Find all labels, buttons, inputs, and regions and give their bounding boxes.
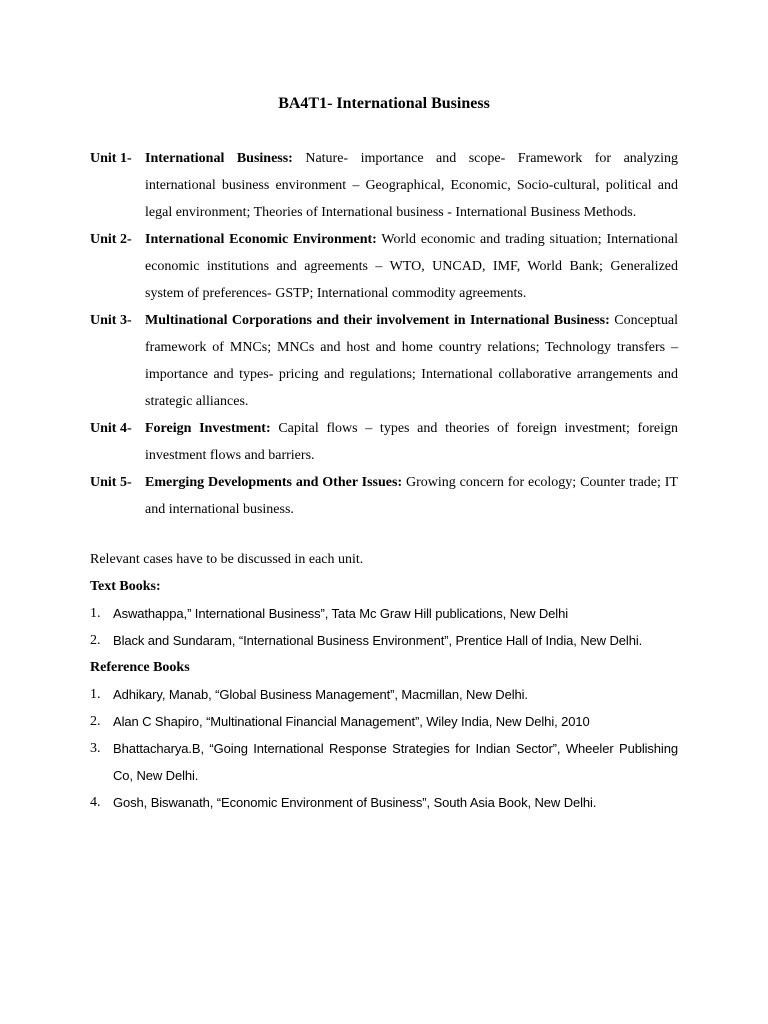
cases-note: Relevant cases have to be discussed in each unit. <box>90 552 364 567</box>
unit-text: Growing concern for ecology; Counter trade; IT and international business. <box>145 475 678 517</box>
unit-heading: Multinational Corporations and their involvement in International Business: <box>145 313 610 328</box>
text-books-list <box>90 600 678 654</box>
unit-2 <box>90 226 678 307</box>
page-title: BA4T1- International Business <box>278 95 490 112</box>
units-section <box>90 145 678 523</box>
reference-books-heading: Reference Books <box>90 660 190 675</box>
unit-text: Conceptual framework of MNCs; MNCs and host and home country relations; Technology transfers – importance and types- pricing and regulations; International collaborative arrangements and strategic alliances. <box>145 313 678 409</box>
list-item <box>90 600 678 627</box>
unit-text: Capital flows – types and theories of foreign investment; foreign investment flows and barriers. <box>145 421 678 463</box>
unit-3 <box>90 307 678 415</box>
unit-label: Unit 5- <box>90 475 132 490</box>
list-item <box>90 708 678 735</box>
list-item <box>90 735 678 789</box>
text-books-heading: Text Books: <box>90 579 161 594</box>
list-item <box>90 789 678 816</box>
list-text: Aswathappa,” International Business”, Tata Mc Graw Hill publications, New Delhi <box>113 606 569 621</box>
reference-books-list <box>90 681 678 816</box>
list-text: Black and Sundaram, “International Business Environment”, Prentice Hall of India, New Delhi. <box>113 633 643 648</box>
unit-body <box>145 145 678 226</box>
unit-label: Unit 3- <box>90 313 132 328</box>
unit-heading: International Economic Environment: <box>145 232 377 247</box>
books-section <box>90 546 678 816</box>
unit-1 <box>90 145 678 226</box>
list-number: 2. <box>90 633 101 648</box>
unit-body <box>145 307 678 415</box>
unit-body <box>145 469 678 523</box>
list-number: 1. <box>90 687 101 702</box>
list-text: Bhattacharya.B, “Going International Response Strategies for Indian Sector”, Wheeler Publishing Co, New Delhi. <box>113 741 678 783</box>
list-item <box>90 681 678 708</box>
list-number: 1. <box>90 606 101 621</box>
unit-body <box>145 226 678 307</box>
list-number: 3. <box>90 741 101 756</box>
list-number: 2. <box>90 714 101 729</box>
list-text: Adhikary, Manab, “Global Business Management”, Macmillan, New Delhi. <box>113 687 528 702</box>
list-item <box>90 627 678 654</box>
list-text: Gosh, Biswanath, “Economic Environment of Business”, South Asia Book, New Delhi. <box>113 795 597 810</box>
unit-label: Unit 4- <box>90 421 132 436</box>
unit-heading: International Business: <box>145 151 293 166</box>
unit-label: Unit 2- <box>90 232 132 247</box>
unit-text: World economic and trading situation; International economic institutions and agreements – WTO, UNCAD, IMF, World Bank; Generalized system of preferences- GSTP; International commodity agreements. <box>145 232 678 301</box>
list-number: 4. <box>90 795 101 810</box>
unit-text: Nature- importance and scope- Framework for analyzing international business environment – Geographical, Economic, Socio-cultural, political and legal environment; Theories of International business - International Business Methods. <box>145 151 678 220</box>
unit-label: Unit 1- <box>90 151 132 166</box>
list-text: Alan C Shapiro, “Multinational Financial Management”, Wiley India, New Delhi, 2010 <box>113 714 590 729</box>
unit-heading: Foreign Investment: <box>145 421 271 436</box>
unit-body <box>145 415 678 469</box>
unit-heading: Emerging Developments and Other Issues: <box>145 475 403 490</box>
unit-4 <box>90 415 678 469</box>
unit-5 <box>90 469 678 523</box>
